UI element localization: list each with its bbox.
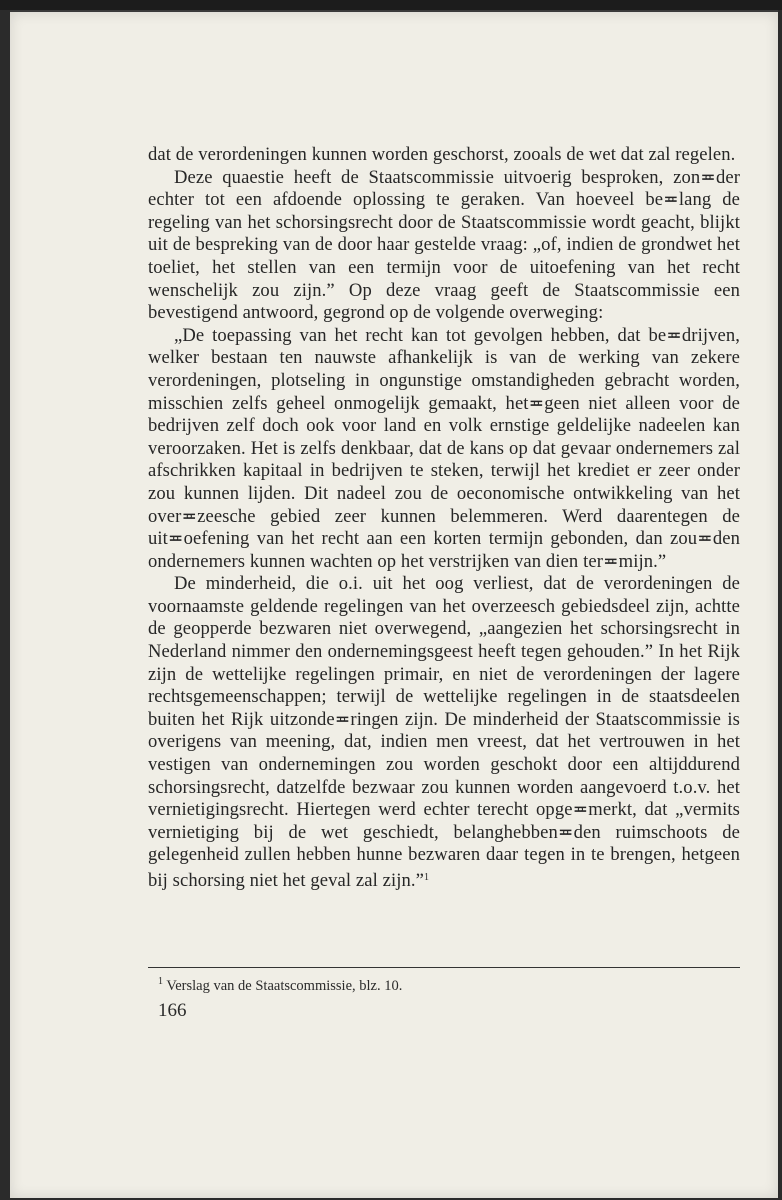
paragraph-3-quote: „De toepassing van het recht kan tot gevolgen hebben, dat be≖drijven, welker bestaan ten nauwste afhankelijk is van de werking van zekere verordeningen, plotseling in ongunstige omstandigheden gebracht worden, misschien zelfs geheel onmogelijk gemaakt, het≖geen niet alleen voor de bedrijven zelf doch ook voor land en volk ernstige geldelijke nadeelen kan veroorzaken. Het is zelfs denkbaar, dat de kans op dat gevaar ondernemers zal afschrikken kapitaal in bedrijven te steken, terwijl het krediet er zeer onder zou kunnen lijden. Dit nadeel zou de oeconomische ontwikkeling van het over≖zeesche gebied zeer kunnen belemmeren. Werd daarentegen de uit≖oefening van het recht aan een korten termijn gebonden, dan zou≖den ondernemers kunnen wachten op het verstrijken van dien ter≖mijn.” [148,324,740,572]
footnote [158,973,718,995]
paragraph-4-text: De minderheid, die o.i. uit het oog verliest, dat de verordeningen de voornaamste geldende regelingen van het overzeesch gebiedsdeel zijn, achtte de geopperde bezwaren niet overwegend, „aangezien het schorsingsrecht in Nederland nimmer den ondernemingsgeest heeft tegen gehouden.” In het Rijk zijn de wettelijke regelingen primair, en niet de verordeningen der lagere rechtsgemeenschappen; terwijl de wettelijke regelingen in de staatsdeelen buiten het Rijk uitzonde≖ringen zijn. De minderheid der Staatscommissie is overigens van meening, dat, indien men vreest, dat het vertrouwen in het vestigen van ondernemingen zou worden geschokt door een altijddurend schorsingsrecht, datzelfde bezwaar zou kunnen worden aangevoerd t.o.v. het vernietigingsrecht. Hiertegen werd echter terecht opge≖merkt, dat „vermits vernietiging bij de wet geschiedt, belanghebben≖den ruimschoots de gelegenheid zullen hebben hunne bezwaren daar tegen in te brengen, hetgeen bij schorsing niet het geval zal zijn.” [148,573,740,891]
paragraph-1: dat de verordeningen kunnen worden geschorst, zooals de wet dat zal regelen. [148,144,736,165]
paragraph-2: Deze quaestie heeft de Staatscommissie uitvoerig besproken, zon≖der echter tot een afdoende oplossing te geraken. Van hoeveel be≖lang de regeling van het schorsingsrecht door de Staatscommissie wordt geacht, blijkt uit de bespreking van de door haar gestelde vraag: „of, indien de grondwet het toeliet, het stellen van een termijn voor de uitoefening van het recht wenschelijk zou zijn.” Op deze vraag geeft de Staatscommissie een bevestigend antwoord, gegrond op de volgende overweging: [148,166,740,324]
footnote-text: Verslag van de Staatscommissie, blz. 10. [166,978,403,994]
footnote-divider [148,967,740,968]
paragraph-4 [148,573,740,892]
scan-top-edge [0,0,782,10]
footnote-reference: 1 [424,872,430,883]
body-text [148,144,740,893]
footnote-marker: 1 [158,976,163,987]
page-number: 166 [158,1000,187,1021]
